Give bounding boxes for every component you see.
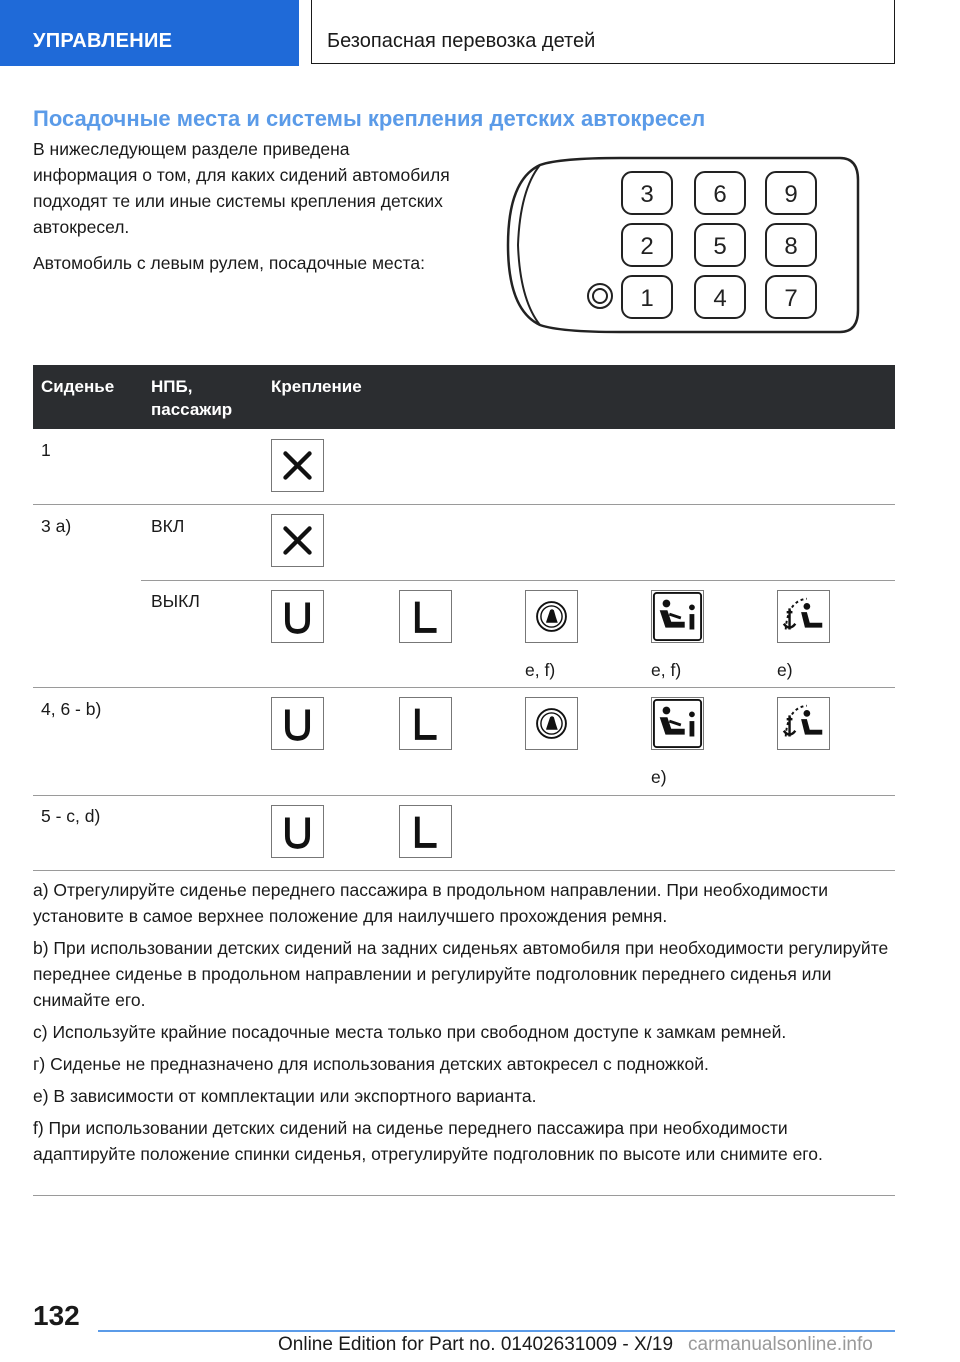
table-cell-airbag: ВКЛ: [151, 516, 185, 536]
intro-paragraph-2: Автомобиль с левым рулем, посадочные места:: [33, 253, 425, 273]
row-divider: [33, 870, 895, 871]
isofix-l-icon: [399, 697, 452, 750]
anchor-seat-icon: [777, 590, 830, 643]
isofix-seat-icon: [525, 697, 578, 750]
column-header-mount: Крепление: [271, 377, 362, 396]
seat-number: 5: [713, 233, 727, 260]
page-number: 132: [33, 1300, 80, 1331]
seat-layout-diagram: [500, 150, 860, 340]
table-cell-seat: 3 a): [41, 516, 72, 536]
table-cell-seat: 5 - c, d): [41, 806, 101, 826]
row-divider: [33, 687, 895, 688]
notes-divider: [33, 1195, 895, 1196]
seat-number: 1: [640, 285, 654, 312]
universal-u-icon: [271, 697, 324, 750]
seat-number: 8: [784, 233, 798, 260]
edition-text: Online Edition for Part no. 01402631009 - X/19: [278, 1334, 674, 1355]
chapter-title: Безопасная перевозка детей: [327, 30, 596, 52]
footer-line: [98, 1330, 895, 1332]
page-title: Посадочные места и системы крепления детских автокресел: [33, 106, 706, 131]
row-divider: [33, 504, 895, 505]
column-header-seat: Сиденье: [41, 377, 115, 396]
seat-number: 3: [640, 181, 654, 208]
column-header-airbag: НПБ, пассажир: [151, 377, 233, 419]
chapter-header: [311, 0, 895, 64]
mount-note: e): [777, 660, 793, 680]
cross-icon: [271, 514, 324, 567]
footnote-e: e) В зависимости от комплектации или экспортного варианта.: [33, 1086, 537, 1106]
section-label: УПРАВЛЕНИЕ: [33, 30, 173, 52]
footnote-d: г) Сиденье не предназначено для использования детских автокресел с подножкой.: [33, 1054, 709, 1074]
table-cell-seat: 1: [41, 440, 51, 460]
mount-note: e, f): [651, 660, 682, 680]
isofix-l-icon: [399, 590, 452, 643]
isofix-l-icon: [399, 805, 452, 858]
footnote-a: a) Отрегулируйте сиденье переднего пассажира в продольном направлении. При необходимости установите в самое верхнее положение для наилучшего прохождения ремня.: [33, 880, 829, 926]
footnote-f: f) При использовании детских сидений на сиденье переднего пассажира при необходимости адаптируйте положение спинки сиденья, отрегулируйте подголовник по высоте или снимите его.: [33, 1118, 823, 1164]
seat-number: 9: [784, 181, 798, 208]
isofix-seat-icon: [525, 590, 578, 643]
car-outline-graphic: [500, 150, 860, 340]
universal-u-icon: [271, 805, 324, 858]
cross-icon: [271, 439, 324, 492]
intro-text: [33, 136, 453, 286]
intro-paragraph-1: В нижеследующем разделе приведена информация о том, для каких сидений автомобиля подходят те или иные системы крепления детских автокресел.: [33, 139, 450, 237]
footnote-c: c) Используйте крайние посадочные места только при свободном доступе к замкам ремней.: [33, 1022, 787, 1042]
footnote-b: b) При использовании детских сидений на задних сиденьях автомобиля при необходимости регулируйте переднее сиденье в продольном направлении и регулируйте подголовник переднего сиденья или снимайте его.: [33, 938, 889, 1010]
anchor-seat-icon: [777, 697, 830, 750]
table-cell-seat: 4, 6 - b): [41, 699, 102, 719]
section-tab: [0, 0, 299, 66]
steering-wheel-icon: [588, 284, 612, 308]
child-seat-info-icon: [651, 590, 704, 643]
seat-number: 4: [713, 285, 727, 312]
footnotes: [33, 877, 895, 1173]
row-divider: [141, 580, 895, 581]
watermark: carmanualsonline.info: [688, 1334, 873, 1355]
child-seat-info-icon: [651, 697, 704, 750]
seat-number: 2: [640, 233, 654, 260]
mount-note: e): [651, 767, 667, 787]
seat-number: 7: [784, 285, 798, 312]
table-header: [33, 365, 895, 429]
mount-note: e, f): [525, 660, 556, 680]
table-cell-airbag: ВЫКЛ: [151, 591, 200, 611]
seat-number: 6: [713, 181, 727, 208]
row-divider: [33, 795, 895, 796]
universal-u-icon: [271, 590, 324, 643]
